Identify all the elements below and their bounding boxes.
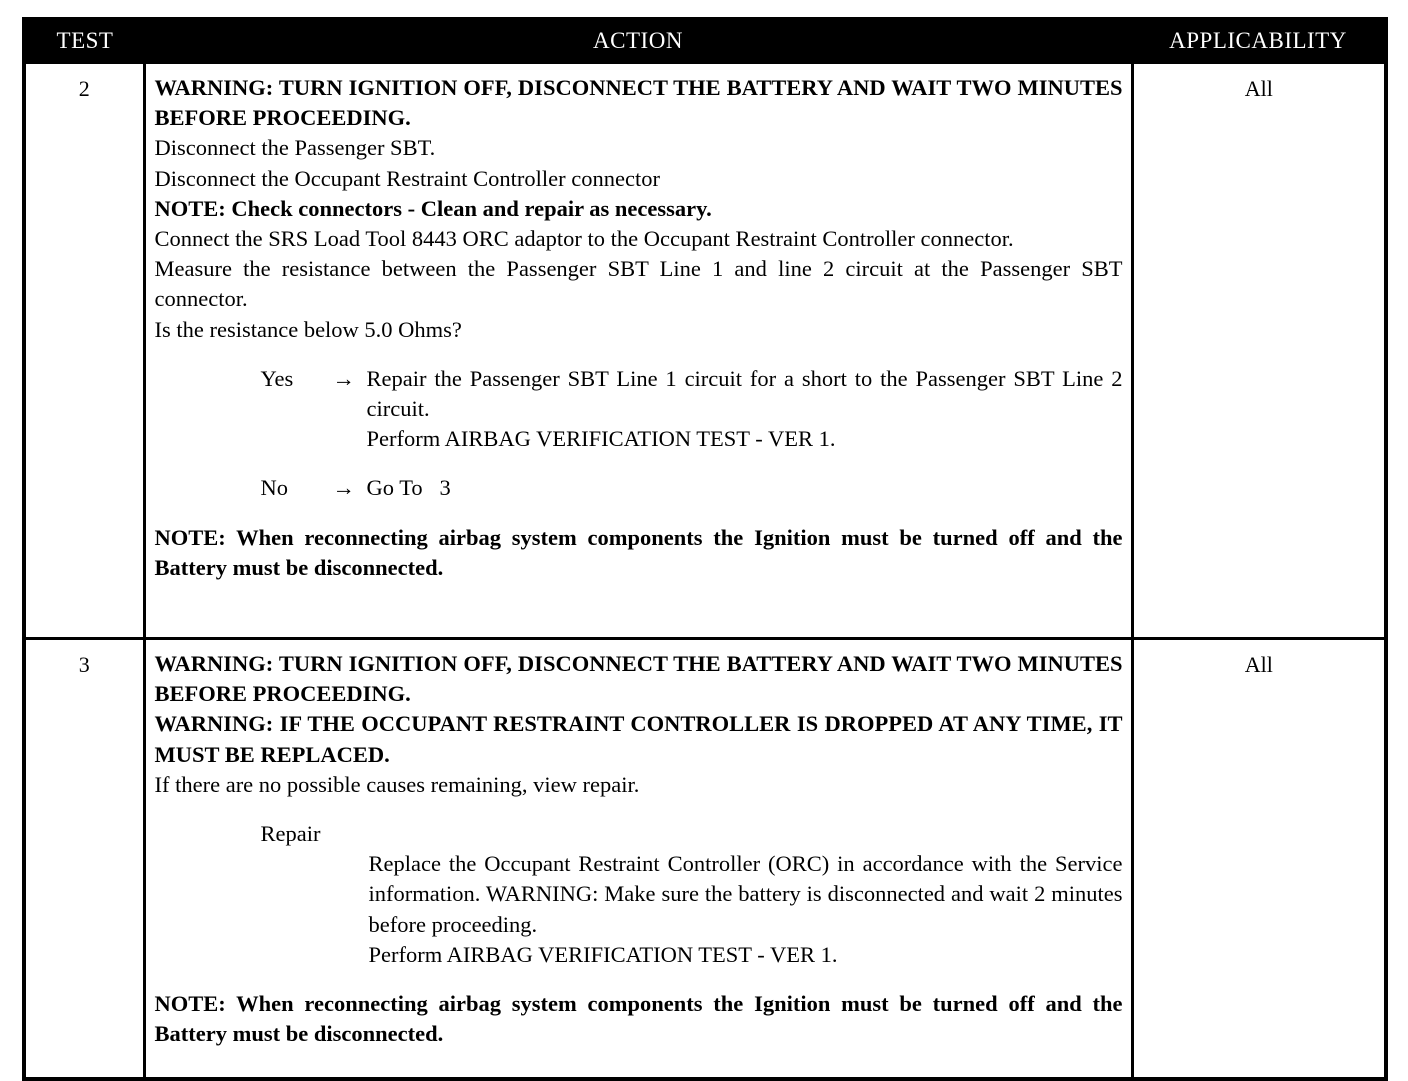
step-text: Connect the SRS Load Tool 8443 ORC adaptor to the Occupant Restraint Controller connector.	[154, 226, 1014, 252]
header-test: TEST	[24, 19, 144, 63]
table-row	[24, 639, 1386, 1080]
repair-instruction: Replace the Occupant Restraint Controller (ORC) in accordance with the Service information. WARNING: Make sure the battery is disconnected and wait 2 minutes before proceeding.	[368, 851, 1123, 937]
branch-answer: No	[260, 475, 288, 501]
note-text: NOTE: When reconnecting airbag system components the Ignition must be turned off and the Battery must be disconnected.	[154, 991, 1123, 1047]
branch-instruction: Repair the Passenger SBT Line 1 circuit for a short to the Passenger SBT Line 2 circuit.	[366, 365, 1123, 422]
note-text: NOTE: When reconnecting airbag system components the Ignition must be turned off and the Battery must be disconnected.	[154, 524, 1123, 580]
test-number: 2	[24, 63, 144, 639]
branch-no	[261, 473, 1123, 503]
verification-link-text: Perform AIRBAG VERIFICATION TEST - VER 1.	[366, 426, 836, 452]
step-text: Measure the resistance between the Passenger SBT Line 1 and line 2 circuit at the Passenger SBT connector.	[154, 256, 1123, 312]
step-text: Disconnect the Passenger SBT.	[154, 135, 436, 161]
header-applicability: APPLICABILITY	[1132, 19, 1386, 63]
diagnostic-test-table	[22, 17, 1388, 1081]
table-row	[24, 63, 1386, 639]
action-cell	[144, 639, 1132, 1080]
note-text: NOTE: Check connectors - Clean and repair as necessary.	[154, 195, 712, 221]
action-cell	[144, 63, 1132, 639]
warning-text: WARNING: IF THE OCCUPANT RESTRAINT CONTROLLER IS DROPPED AT ANY TIME, IT MUST BE REPLACED.	[154, 711, 1123, 767]
question-text: Is the resistance below 5.0 Ohms?	[154, 316, 462, 342]
table-header-row	[24, 19, 1386, 63]
applicability-value: All	[1132, 639, 1386, 1080]
step-text: If there are no possible causes remaining, view repair.	[154, 771, 640, 797]
repair-label: Repair	[260, 821, 321, 847]
step-text: Disconnect the Occupant Restraint Controller connector	[154, 165, 660, 191]
applicability-value: All	[1132, 63, 1386, 639]
branch-yes	[261, 364, 1123, 455]
verification-link-text: Perform AIRBAG VERIFICATION TEST - VER 1.	[368, 941, 838, 967]
goto-link-text: Go To 3	[366, 475, 451, 501]
arrow-right-icon: →	[332, 475, 355, 501]
warning-text: WARNING: TURN IGNITION OFF, DISCONNECT THE BATTERY AND WAIT TWO MINUTES BEFORE PROCEEDING.	[154, 651, 1123, 707]
repair-body	[369, 849, 1123, 970]
header-action: ACTION	[144, 19, 1132, 63]
arrow-right-icon: →	[332, 365, 355, 391]
warning-text: WARNING: TURN IGNITION OFF, DISCONNECT THE BATTERY AND WAIT TWO MINUTES BEFORE PROCEEDING.	[154, 75, 1123, 131]
branch-answer: Yes	[260, 365, 294, 391]
test-number: 3	[24, 639, 144, 1080]
